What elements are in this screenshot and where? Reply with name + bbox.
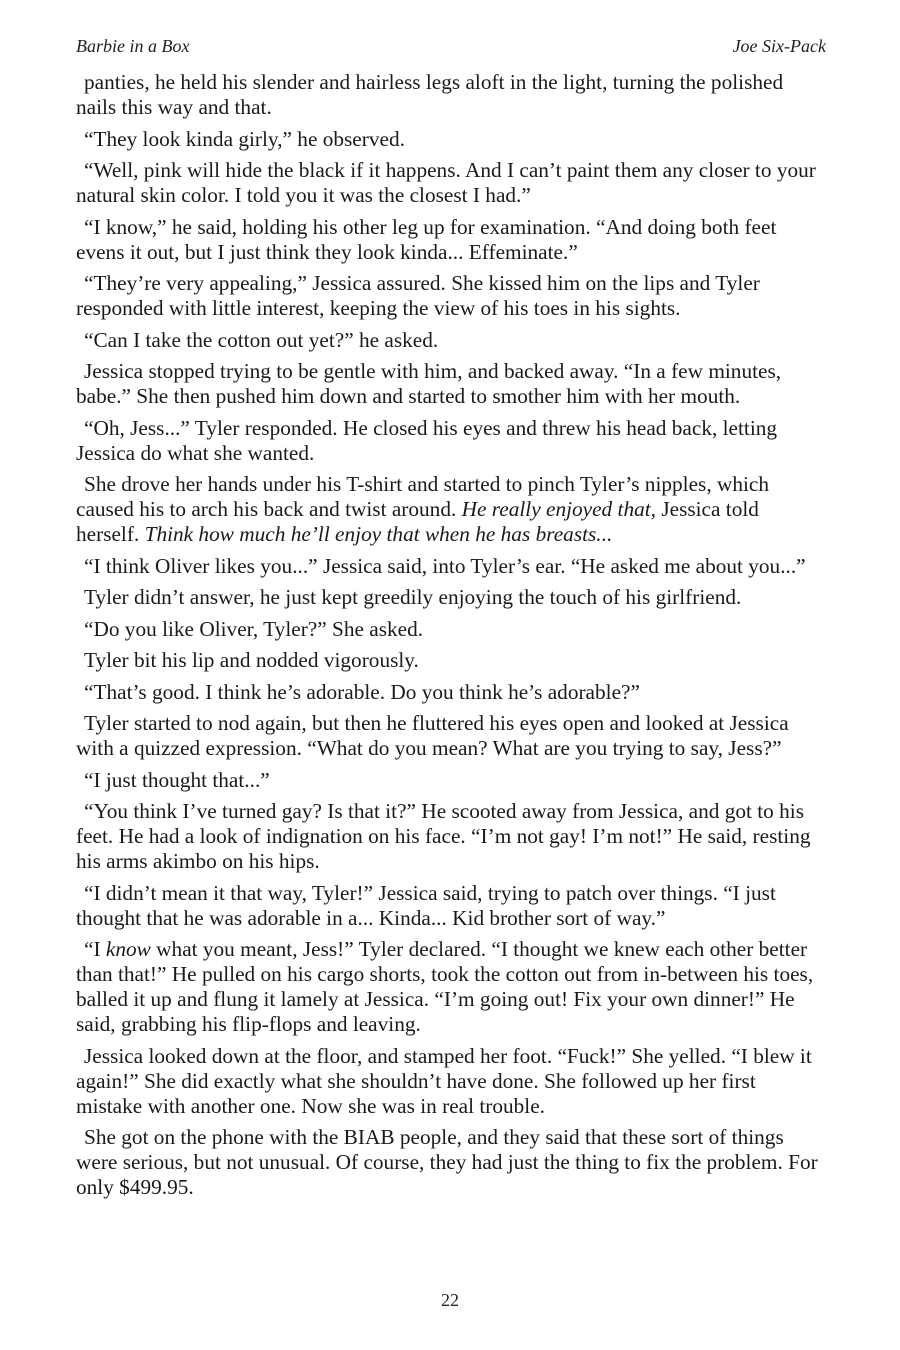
text-run: “Do you like Oliver, Tyler?” She asked. xyxy=(84,616,424,641)
text-run: She got on the phone with the BIAB people, and they said that these sort of things were serious, but not unusual. Of course, they had just the thing to fix the problem. For only $499.95. xyxy=(76,1125,818,1199)
paragraph xyxy=(76,70,824,120)
text-run: Jessica told herself. xyxy=(76,497,759,546)
paragraph xyxy=(76,648,824,673)
text-run: Jessica looked down at the floor, and stamped her foot. “Fuck!” She yelled. “I blew it again!” She did exactly what she shouldn’t have done. She followed up her first mistake with another one. Now she was in real trouble. xyxy=(76,1043,812,1118)
book-title: Barbie in a Box xyxy=(76,36,190,56)
paragraph xyxy=(76,359,824,409)
paragraph xyxy=(76,937,824,1037)
italic-text-run: Think how much he’ll enjoy that when he has breasts... xyxy=(144,522,613,546)
paragraph xyxy=(76,881,824,931)
author-name: Joe Six-Pack xyxy=(732,36,826,56)
paragraph xyxy=(76,1125,824,1200)
italic-text-run: He really enjoyed that, xyxy=(461,497,656,521)
paragraph xyxy=(76,585,824,610)
paragraph xyxy=(76,328,824,353)
paragraph xyxy=(76,799,824,874)
text-run: “I know,” he said, holding his other leg up for examination. “And doing both feet evens it out, but I just think they look kinda... Effeminate.” xyxy=(76,214,777,264)
paragraph xyxy=(76,617,824,642)
paragraph xyxy=(76,1044,824,1119)
paragraph xyxy=(76,768,824,793)
paragraph xyxy=(76,416,824,466)
text-run: Tyler bit his lip and nodded vigorously. xyxy=(84,648,419,672)
text-run: “They look kinda girly,” he observed. xyxy=(84,126,405,151)
text-run: Tyler started to nod again, but then he fluttered his eyes open and looked at Jessica with a quizzed expression. “What do you mean? What are you trying to say, Jess?” xyxy=(76,711,789,760)
paragraph xyxy=(76,711,824,761)
paragraph xyxy=(76,127,824,152)
italic-text-run: know xyxy=(105,937,151,961)
text-run: She drove her hands under his T-shirt and started to pinch Tyler’s nipples, which caused his to arch his back and twist around. xyxy=(76,472,770,521)
paragraph xyxy=(76,680,824,705)
text-run: “Well, pink will hide the black if it happens. And I can’t paint them any closer to your natural skin color. I told you it was the closest I had.” xyxy=(76,158,816,207)
text-run: “I didn’t mean it that way, Tyler!” Jessica said, trying to patch over things. “I just thought that he was adorable in a... Kinda... Kid brother sort of way.” xyxy=(76,880,776,930)
paragraph xyxy=(76,271,824,321)
text-run: what you meant, Jess!” Tyler declared. “I thought we knew each other better than that!” He pulled on his cargo shorts, took the cotton out from in-between his toes, balled it up and flung it lamely at Jessica. “I’m going out! Fix your own dinner!” He said, grabbing his flip-flops and leaving. xyxy=(76,937,814,1036)
page-number: 22 xyxy=(441,1290,459,1310)
text-run: “They’re very appealing,” Jessica assured. She kissed him on the lips and Tyler responded with little interest, keeping the view of his toes in his sights. xyxy=(76,271,760,320)
text-run: “I think Oliver likes you...” Jessica said, into Tyler’s ear. “He asked me about you...” xyxy=(84,553,806,578)
paragraph xyxy=(76,215,824,265)
paragraph xyxy=(76,554,824,579)
paragraph xyxy=(76,472,824,547)
text-run: “Can I take the cotton out yet?” he asked. xyxy=(84,327,439,352)
text-run: “That’s good. I think he’s adorable. Do you think he’s adorable?” xyxy=(84,679,640,704)
text-run: “You think I’ve turned gay? Is that it?” He scooted away from Jessica, and got to his feet. He had a look of indignation on his face. “I’m not gay! I’m not!” He said, resting his arms akimbo on his hips. xyxy=(76,799,811,873)
text-run: Jessica stopped trying to be gentle with him, and backed away. “In a few minutes, babe.” She then pushed him down and started to smother him with her mouth. xyxy=(76,359,782,408)
paragraph xyxy=(76,158,824,208)
text-run: panties, he held his slender and hairless legs aloft in the light, turning the polished nails this way and that. xyxy=(76,70,784,119)
text-run: “Oh, Jess...” Tyler responded. He closed his eyes and threw his head back, letting Jessica do what she wanted. xyxy=(76,415,778,465)
text-run: “I xyxy=(84,937,106,961)
text-run: “I just thought that...” xyxy=(84,767,270,792)
text-run: Tyler didn’t answer, he just kept greedily enjoying the touch of his girlfriend. xyxy=(84,585,742,609)
body-text xyxy=(76,70,824,1207)
